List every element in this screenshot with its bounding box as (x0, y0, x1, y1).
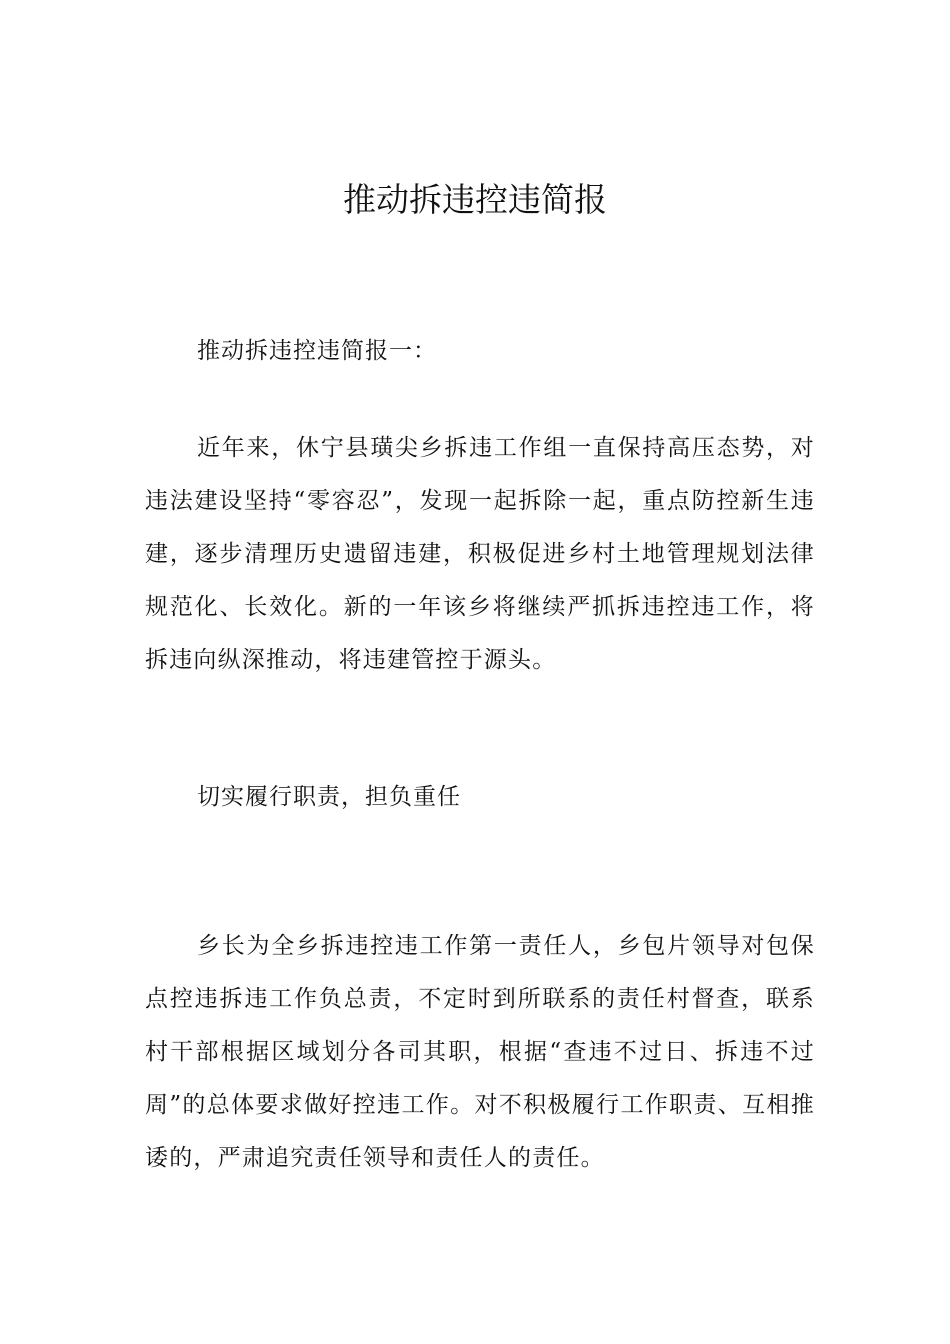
paragraph-responsibility: 乡长为全乡拆违控违工作第一责任人，乡包片领导对包保点控违拆违工作负总责，不定时到所联系的责任村督查，联系村干部根据区域划分各司其职，根据“查违不过日、拆违不过周”的总体要求做好控违工作。对不积极履行工作职责、互相推诿的，严肃追究责任领导和责任人的责任。 (145, 933, 815, 1171)
document-subtitle: 推动拆违控违简报一： (197, 338, 437, 364)
section-heading: 切实履行职责，担负重任 (197, 784, 461, 810)
document-title: 推动拆违控违简报 (343, 180, 607, 219)
paragraph-intro: 近年来，休宁县璜尖乡拆违工作组一直保持高压态势，对违法建设坚持“零容忍”，发现一起拆除一起，重点防控新生违建，逐步清理历史遗留违建，积极促进乡村土地管理规划法律规范化、长效化。新的一年该乡将继续严抓拆违控违工作，将拆违向纵深推动，将违建管控于源头。 (145, 435, 815, 673)
